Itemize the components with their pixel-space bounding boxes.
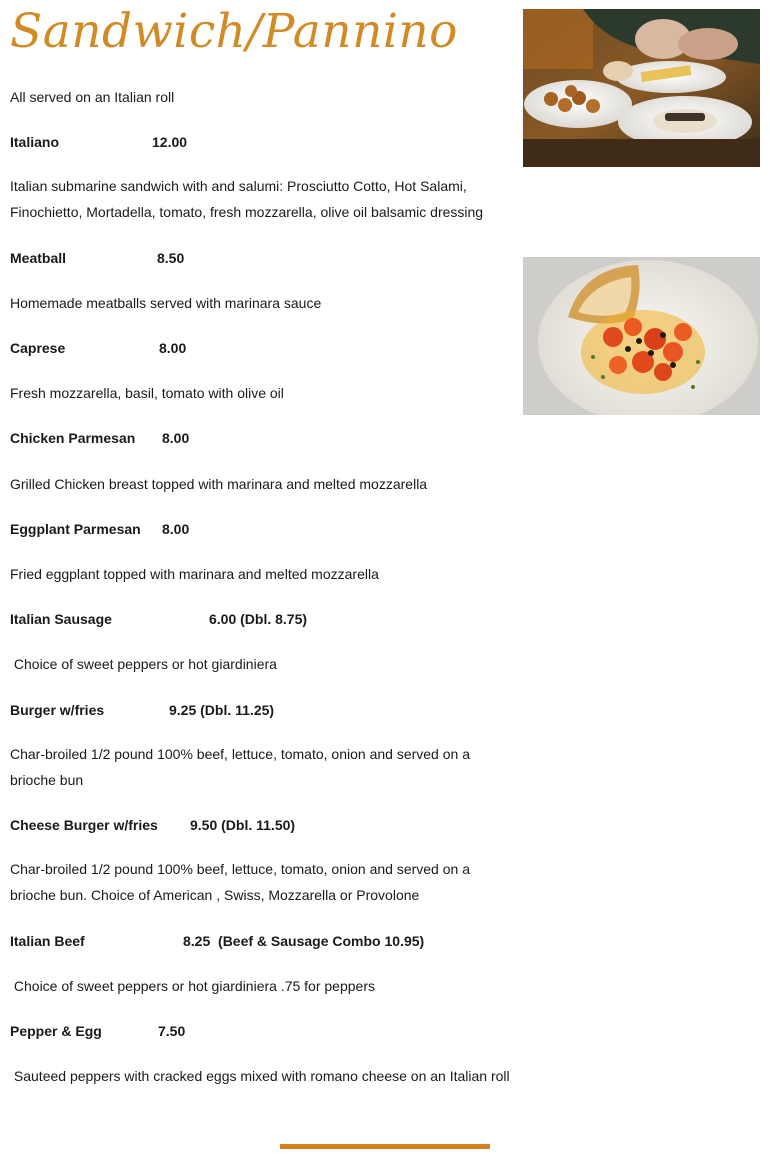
item-desc-chicken-parmesan: Grilled Chicken breast topped with marinara and melted mozzarella: [10, 476, 428, 492]
item-name-meatball: Meatball: [10, 250, 67, 266]
item-desc-line: brioche bun. Choice of American , Swiss, Mozzarella or Provolone: [10, 886, 420, 903]
item-price-italiano: 12.00: [152, 134, 188, 150]
item-price-meatball: 8.50: [157, 250, 185, 266]
food-photo-bruschetta: [523, 257, 760, 415]
item-price-pepper-egg: 7.50: [158, 1023, 186, 1039]
item-name-italian-beef: Italian Beef: [10, 933, 85, 949]
item-name-pepper-egg: Pepper & Egg: [10, 1023, 102, 1039]
item-name-caprese: Caprese: [10, 340, 66, 356]
item-desc-line: Finochietto, Mortadella, tomato, fresh mozzarella, olive oil balsamic dressing: [10, 203, 484, 220]
item-name-italiano: Italiano: [10, 134, 60, 150]
item-desc-italiano: [10, 174, 483, 225]
item-price-cheese-burger: 9.50 (Dbl. 11.50): [190, 817, 296, 833]
intro-text: All served on an Italian roll: [10, 89, 175, 105]
item-desc-line: Char-broiled 1/2 pound 100% beef, lettuce, tomato, onion and served on a: [10, 861, 470, 877]
item-desc-italian-sausage: Choice of sweet peppers or hot giardiniera: [10, 656, 277, 672]
item-desc-cheese-burger: [10, 857, 470, 908]
item-price-caprese: 8.00: [159, 340, 187, 356]
item-name-italian-sausage: Italian Sausage: [10, 611, 112, 627]
item-desc-meatball: Homemade meatballs served with marinara sauce: [10, 295, 322, 311]
item-price-italian-sausage: 6.00 (Dbl. 8.75): [209, 611, 308, 627]
item-desc-pepper-egg: Sauteed peppers with cracked eggs mixed with romano cheese on an Italian roll: [10, 1068, 510, 1084]
food-photo-table: [523, 9, 760, 167]
item-desc-line: Italian submarine sandwich with and salumi: Prosciutto Cotto, Hot Salami,: [10, 178, 467, 194]
item-desc-caprese: Fresh mozzarella, basil, tomato with olive oil: [10, 385, 284, 401]
item-name-burger: Burger w/fries: [10, 702, 105, 718]
item-price-italian-beef: 8.25 (Beef & Sausage Combo 10.95): [183, 933, 425, 949]
item-desc-line: brioche bun: [10, 771, 84, 788]
section-divider: [280, 1144, 490, 1149]
item-price-chicken-parmesan: 8.00: [162, 430, 190, 446]
item-name-chicken-parmesan: Chicken Parmesan: [10, 430, 136, 446]
item-price-eggplant-parmesan: 8.00: [162, 521, 190, 537]
item-price-burger: 9.25 (Dbl. 11.25): [169, 702, 275, 718]
item-desc-burger: [10, 742, 470, 793]
item-name-cheese-burger: Cheese Burger w/fries: [10, 817, 158, 833]
item-desc-eggplant-parmesan: Fried eggplant topped with marinara and melted mozzarella: [10, 566, 379, 582]
item-desc-line: Char-broiled 1/2 pound 100% beef, lettuce, tomato, onion and served on a: [10, 746, 470, 762]
menu-section-title: Sandwich/Pannino: [10, 4, 458, 59]
item-name-eggplant-parmesan: Eggplant Parmesan: [10, 521, 141, 537]
item-desc-italian-beef: Choice of sweet peppers or hot giardiniera .75 for peppers: [10, 978, 375, 994]
